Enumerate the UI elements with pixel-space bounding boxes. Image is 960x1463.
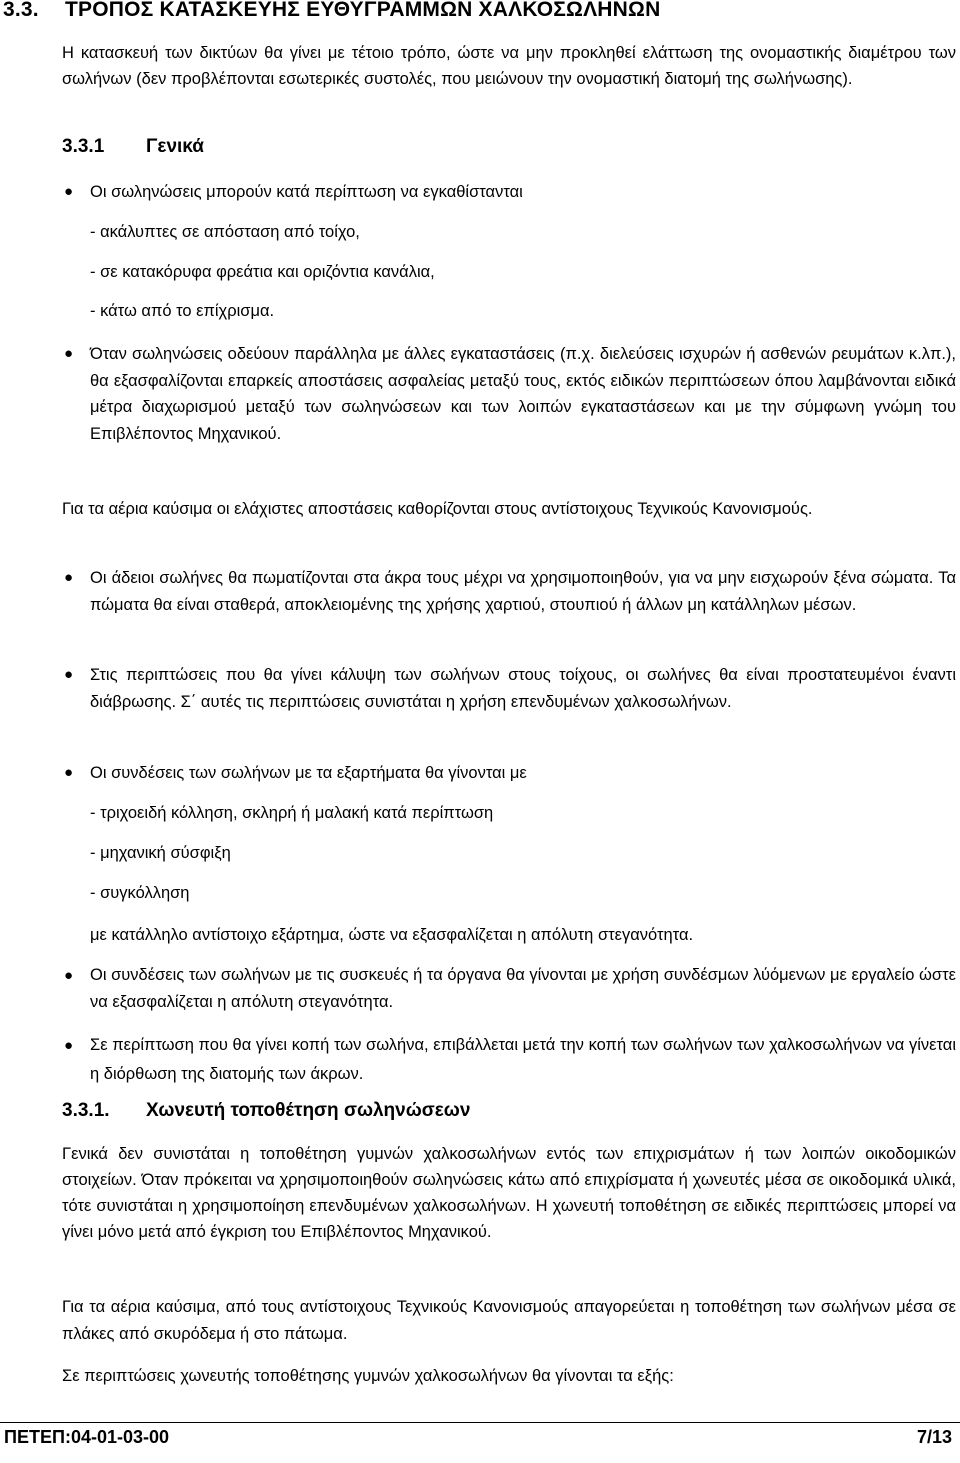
sub-item: - κάτω από το επίχρισμα. [90,302,275,320]
gas-note-paragraph: Για τα αέρια καύσιμα οι ελάχιστες αποστάσεις καθορίζονται στους αντίστοιχους Τεχνικούς Κανονισμούς. [62,500,813,518]
bullet-item [62,341,956,447]
subsection-title: Χωνευτή τοποθέτηση σωληνώσεων [146,1100,471,1121]
bullet-icon: ● [64,1037,74,1054]
subsection-heading-331 [62,136,204,158]
bullet-item [62,179,956,205]
bullet-item [62,565,956,618]
bullet-text: Σε περίπτωση που θα γίνει κοπή των σωλήνα, επιβάλλεται μετά την κοπή των σωλήνων των χαλκοσωλήνων να γίνεται η διόρθωση της διατομής των άκρων. [90,1036,956,1083]
bullet-item [62,962,956,1016]
bullet-text: Όταν σωληνώσεις οδεύουν παράλληλα με άλλες εγκαταστάσεις (π.χ. διελεύσεις ισχυρών ή ασθενών ρευμάτων κ.λπ.), θα εξασφαλίζονται επαρκείς αποστάσεις ασφαλείας μεταξύ τους, εκτός ειδικών περιπτώσεων όπου λαμβάνονται ειδικά μέτρα διαχωρισμού μεταξύ των σωληνώσεων και των λοιπών εγκαταστάσεων και με την σύμφωνη γνώμη του Επιβλέποντος Μηχανικού. [90,345,956,443]
sub-item: - ακάλυπτες σε απόσταση από τοίχο, [90,223,360,241]
footer-page-number: 7/13 [916,1427,952,1447]
sub-item: - τριχοειδή κόλληση, σκληρή ή μαλακή κατά περίπτωση [90,804,494,822]
section-title: ΤΡΟΠΟΣ ΚΑΤΑΣΚΕΥΗΣ ΕΥΘΥΓΡΑΜΜΩΝ ΧΑΛΚΟΣΩΛΗΝΩΝ [65,0,661,21]
sub-item-tail: με κατάλληλο αντίστοιχο εξάρτημα, ώστε να εξασφαλίζεται η απόλυτη στεγανότητα. [90,926,694,944]
sub-item: - σε κατακόρυφα φρεάτια και οριζόντια κανάλια, [90,263,435,281]
body-paragraph: Σε περιπτώσεις χωνευτής τοποθέτησης γυμνών χαλκοσωλήνων θα γίνονται τα εξής: [62,1367,674,1385]
section-number: 3.3. [3,0,39,21]
sub-item: - συγκόλληση [90,884,190,902]
footer-divider [0,1422,960,1423]
bullet-icon: ● [64,569,74,586]
body-paragraph: Για τα αέρια καύσιμα, από τους αντίστοιχους Τεχνικούς Κανονισμούς απαγορεύεται η τοποθέτηση των σωλήνων μέσα σε πλάκες από σκυρόδεμα ή στο πάτωμα. [62,1298,956,1343]
bullet-icon: ● [64,967,74,984]
body-paragraph: Γενικά δεν συνιστάται η τοποθέτηση γυμνών χαλκοσωλήνων εντός των επιχρισμάτων ή των λοιπών οικοδομικών στοιχείων. Όταν πρόκειται να χρησιμοποιηθούν σωληνώσεις κάτω από επιχρίσματα ή χωνευτές μέσα σε οικοδομικά υλικά, τότε συνιστάται η χρησιμοποίηση επενδυμένων χαλκοσωλήνων. Η χωνευτή τοποθέτηση σε ειδικές περιπτώσεις μπορεί να γίνει μόνο μετά από έγκριση του Επιβλέποντος Μηχανικού. [62,1145,956,1241]
bullet-icon: ● [64,183,74,200]
subsection-heading-3311 [62,1100,470,1122]
bullet-text: Στις περιπτώσεις που θα γίνει κάλυψη των σωλήνων στους τοίχους, οι σωλήνες θα είναι προστατευμένοι έναντι διάβρωσης. Σ΄ αυτές τις περιπτώσεις συνιστάται η χρήση επενδυμένων χαλκοσωλήνων. [90,666,956,711]
bullet-text: Οι άδειοι σωλήνες θα πωματίζονται στα άκρα τους μέχρι να χρησιμοποιηθούν, για να μην εισχωρούν ξένα σώματα. Τα πώματα θα είναι σταθερά, αποκλειομένης της χρήσης χαρτιού, στουπιού ή άλλων μη κατάλληλων μέσων. [90,569,956,614]
subsection-number: 3.3.1 [62,136,105,157]
sub-item: - μηχανική σύσφιξη [90,844,231,862]
bullet-text: Οι συνδέσεις των σωλήνων με τα εξαρτήματα θα γίνονται με [90,764,527,782]
bullet-text: Οι σωληνώσεις μπορούν κατά περίπτωση να εγκαθίστανται [90,183,523,201]
bullet-icon: ● [64,764,74,781]
subsection-title: Γενικά [146,136,204,157]
bullet-icon: ● [64,345,74,362]
footer-doc-code: ΠΕΤΕΠ:04-01-03-00 [4,1427,170,1447]
bullet-text: Οι συνδέσεις των σωλήνων με τις συσκευές ή τα όργανα θα γίνονται με χρήση συνδέσμων λύόμενων με εργαλείο ώστε να εξασφαλίζεται η απόλυτη στεγανότητα. [90,966,956,1011]
bullet-item [62,662,956,715]
intro-paragraph: Η κατασκευή των δικτύων θα γίνει με τέτοιο τρόπο, ώστε να μην προκληθεί ελάττωση της ονομαστικής διαμέτρου των σωλήνων (δεν προβλέπονται εσωτερικές συστολές, που μειώνουν την ονομαστική διατομή της σωλήνωσης). [62,44,956,88]
bullet-item [62,760,956,786]
section-heading [3,0,660,22]
bullet-icon: ● [64,666,74,683]
subsection-number: 3.3.1. [62,1100,110,1121]
bullet-item [62,1031,956,1089]
